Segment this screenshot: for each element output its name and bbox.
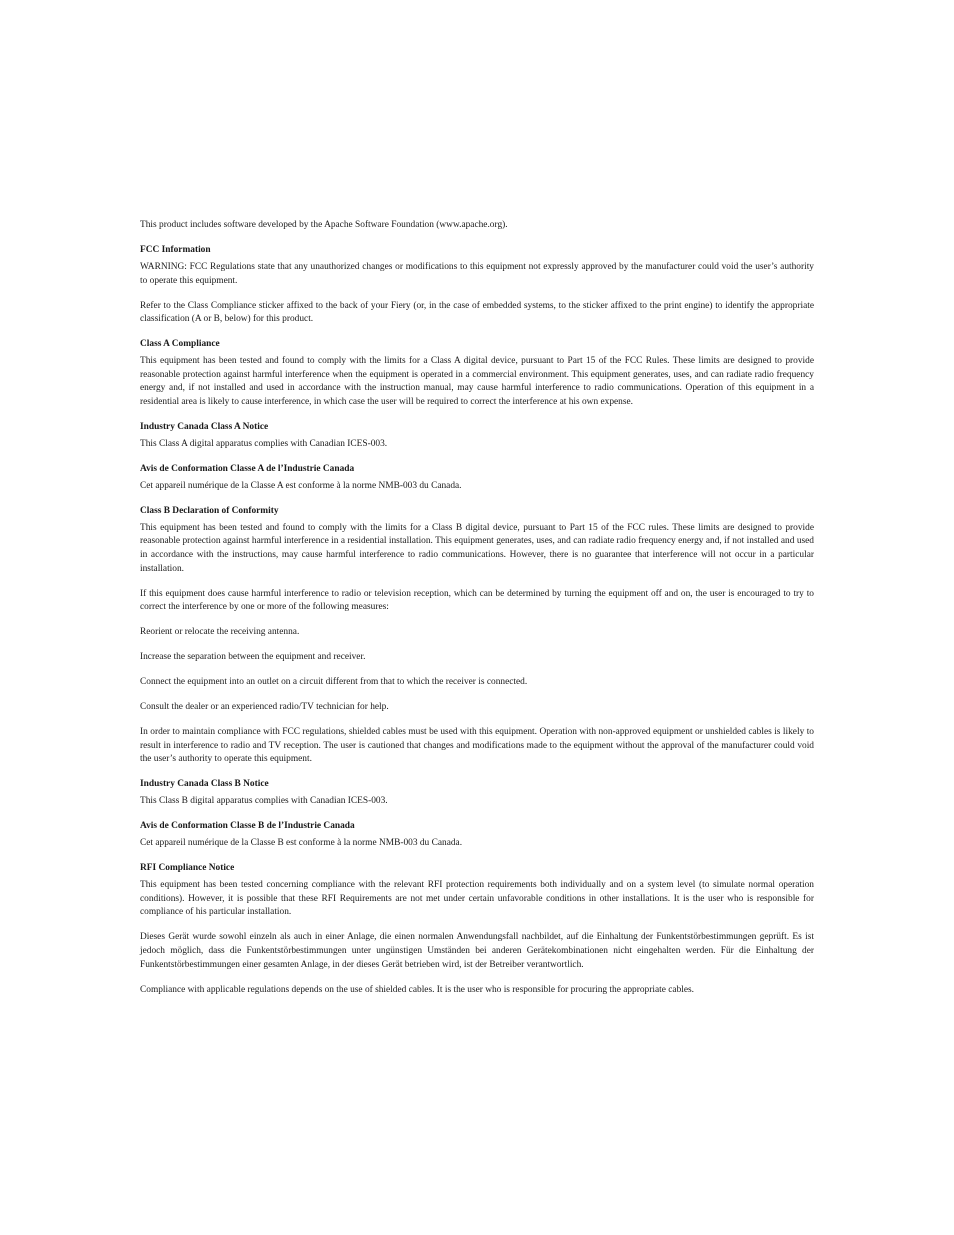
measure-item: Increase the separation between the equipment and receiver. [140,652,366,663]
avis-classe-a-heading: Avis de Conformation Classe A de l’Industrie Canada [140,463,355,474]
shielded-cables-text: In order to maintain compliance with FCC regulations, shielded cables must be used with this equipment. Operation with non-approved equipment or unshielded cables is likely to result in interference to radio and TV reception. The user is cautioned that changes and modifications made to the equipment without the approval of the manufacturer could void the user’s authority to operate this equipment. [140,727,814,765]
class-a-compliance-heading: Class A Compliance [140,339,220,350]
industry-canada-class-a-section [140,421,814,452]
class-b-declaration-section [140,505,814,767]
measure-item: Reorient or relocate the receiving antenna. [140,627,300,638]
fcc-warning-text: WARNING: FCC Regulations state that any unauthorized changes or modifications to this equipment not expressly approved by the manufacturer could void the user’s authority to operate this equipment. [140,261,814,286]
rfi-cables-text: Compliance with applicable regulations depends on the use of shielded cables. It is the user who is responsible for procuring the appropriate cables. [140,984,695,995]
class-b-interference-text: If this equipment does cause harmful interference to radio or television reception, which can be determined by turning the equipment off and on, the user is encouraged to try to correct the interference by one or more of the following measures: [140,588,814,613]
apache-notice: This product includes software developed by the Apache Software Foundation (www.apache.org). [140,220,508,230]
avis-classe-a-section [140,463,814,494]
avis-classe-b-heading: Avis de Conformation Classe B de l’Industrie Canada [140,821,355,832]
industry-canada-class-b-section [140,778,814,809]
class-b-declaration-text: This equipment has been tested and found to comply with the limits for a Class B digital device, pursuant to Part 15 of the FCC rules. These limits are designed to provide reasonable protection against harmful interference in a residential installation. This equipment generates, uses, and can radiate radio frequency energy and, if not installed and used in accordance with the instructions, may cause harmful interference to radio communications. However, there is no guarantee that interference will not occur in a particular installation. [140,522,814,574]
measure-item: Connect the equipment into an outlet on a circuit different from that to which the receiver is connected. [140,677,528,688]
rfi-german-text: Dieses Gerät wurde sowohl einzeln als auch in einer Anlage, die einen normalen Anwendungsfall nachbildet, auf die Einhaltung der Funkentstörbestimmungen geprüft. Es ist jedoch möglich, dass die Funkentstörbestimmungen unter ungünstigen Umständen bei anderen Gerätekombinationen nicht eingehalten werden. Für die Einhaltung der Funkentstörbestimmungen einer gesamten Anlage, in der dieses Gerät betrieben wird, ist der Betreiber verantwortlich. [140,932,814,970]
avis-classe-b-text: Cet appareil numérique de la Classe B est conforme à la norme NMB-003 du Canada. [140,838,463,849]
fcc-refer-text: Refer to the Class Compliance sticker affixed to the back of your Fiery (or, in the case of embedded systems, to the sticker affixed to the print engine) to identify the appropriate classification (A or B, below) for this product. [140,300,814,325]
avis-classe-a-text: Cet appareil numérique de la Classe A est conforme à la norme NMB-003 du Canada. [140,480,462,491]
document-page [140,219,814,1009]
industry-canada-class-a-heading: Industry Canada Class A Notice [140,421,269,432]
class-a-compliance-text: This equipment has been tested and found to comply with the limits for a Class A digital device, pursuant to Part 15 of the FCC Rules. These limits are designed to provide reasonable protection against harmful interference when the equipment is operated in a commercial environment. This equipment generates, uses, and can radiate radio frequency energy and, if not installed and used in accordance with the instruction manual, may cause harmful interference to radio communications. Operation of this equipment in a residential area is likely to cause interference, in which case the user will be required to correct the interference at his own expense. [140,356,814,407]
rfi-compliance-heading: RFI Compliance Notice [140,863,235,874]
industry-canada-class-b-text: This Class B digital apparatus complies with Canadian ICES-003. [140,796,388,807]
fcc-information-section [140,244,814,327]
rfi-compliance-text: This equipment has been tested concerning compliance with the relevant RFI protection requirements both individually and on a system level (to simulate normal operation conditions). However, it is possible that these RFI Requirements are not met under certain unfavorable conditions in other installations. It is the user who is responsible for compliance of his particular installation. [140,880,814,918]
class-b-declaration-heading: Class B Declaration of Conformity [140,505,279,516]
industry-canada-class-b-heading: Industry Canada Class B Notice [140,779,269,790]
rfi-compliance-section [140,862,814,997]
industry-canada-class-a-text: This Class A digital apparatus complies with Canadian ICES-003. [140,438,388,449]
class-a-compliance-section [140,338,814,409]
avis-classe-b-section [140,820,814,851]
measure-item: Consult the dealer or an experienced radio/TV technician for help. [140,702,389,713]
fcc-information-heading: FCC Information [140,244,211,255]
